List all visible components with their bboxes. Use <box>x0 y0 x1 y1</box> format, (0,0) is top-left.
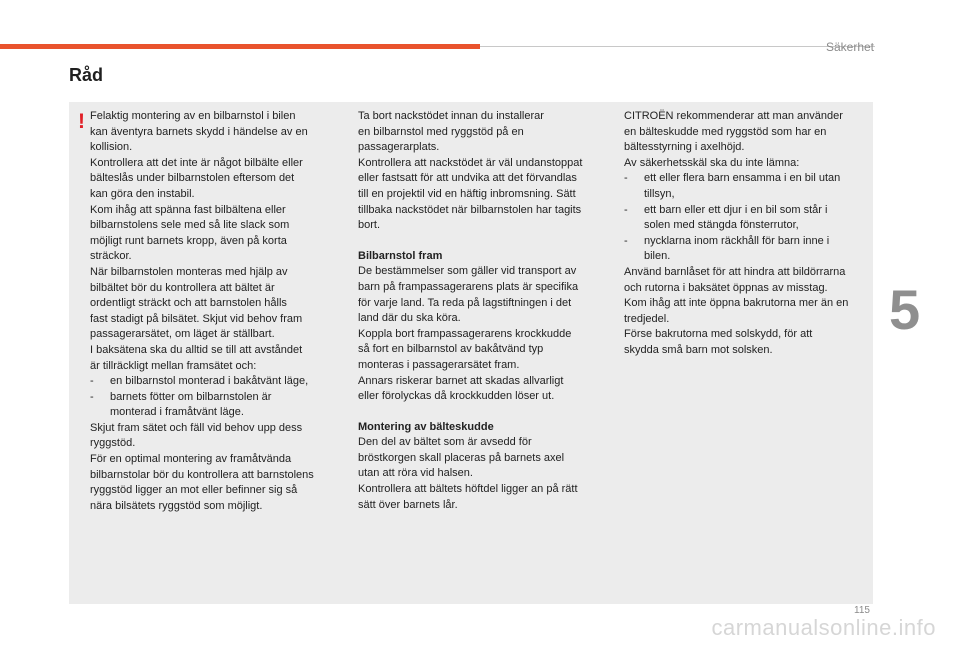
list-item <box>90 374 340 390</box>
text-line: Felaktig montering av en bilbarnstol i bilen <box>90 110 296 122</box>
column-3-list <box>624 171 876 265</box>
list-item <box>624 234 876 265</box>
list-item-text: nycklarna inom räckhåll för barn inne i <box>644 234 830 247</box>
text-line: bort. <box>358 219 381 232</box>
column-1-list <box>90 374 340 421</box>
text-line: CITROËN rekommenderar att man använder <box>624 110 843 122</box>
text-line: Av säkerhetsskäl ska du inte lämna: <box>624 156 800 169</box>
text-line: Kontrollera att nackstödet är väl undanstoppat <box>358 156 583 169</box>
text-line: Använd barnlåset för att hindra att bildörrarna <box>624 265 846 278</box>
list-item-text: solen med stängda fönsterrutor, <box>644 219 799 232</box>
text-line: nära bilsätets ryggstöd som möjligt. <box>90 499 263 512</box>
header-rule <box>480 46 875 47</box>
text-line: bälteslås under bilbarnstolen eftersom det <box>90 172 295 185</box>
text-line: så fort en bilbarnstol av bakåtvänd typ <box>358 343 544 356</box>
text-line: Den del av bältet som är avsedd för <box>358 436 532 449</box>
text-line: kan göra den instabil. <box>90 187 195 200</box>
text-line: ryggstöd ligger an mot eller befinner sig så <box>90 484 298 497</box>
text-line: bilbältet bör du kontrollera att bältet är <box>90 281 275 294</box>
text-line: kollision. <box>90 141 133 154</box>
section-heading-booster: Montering av bälteskudde <box>358 420 494 433</box>
text-line: Förse bakrutorna med solskydd, för att <box>624 328 813 341</box>
text-line: sträckor. <box>90 250 132 263</box>
text-line: I baksätena ska du alltid se till att avståndet <box>90 343 303 356</box>
warning-icon: ! <box>78 110 85 133</box>
chapter-number: 5 <box>889 278 921 341</box>
dash-marker: - <box>90 375 94 388</box>
text-line: land där du ska köra. <box>358 312 461 325</box>
column-1 <box>90 109 340 514</box>
text-line: för varje land. Ta reda på lagstiftningen i det <box>358 296 572 309</box>
text-line: Kom ihåg att inte öppna bakrutorna mer än en <box>624 297 849 310</box>
dash-marker: - <box>90 390 94 403</box>
column-1-text <box>90 109 340 374</box>
dash-marker: - <box>624 234 628 247</box>
text-line: är tillräckligt mellan framsätet och: <box>90 359 257 372</box>
text-line: bilbarnstolar bör du kontrollera att barnstolens <box>90 468 314 481</box>
text-line: För en optimal montering av framåtvända <box>90 453 292 466</box>
text-line: sätt över barnets lår. <box>358 498 458 511</box>
list-item-text: monterad i framåtvänt läge. <box>110 406 244 419</box>
text-line: ryggstöd. <box>90 437 136 450</box>
text-line: Kontrollera att bältets höftdel ligger an på rätt <box>358 483 578 496</box>
text-line: Annars riskerar barnet att skadas allvarligt <box>358 374 564 387</box>
list-item <box>624 171 876 202</box>
text-line: eller förolyckas då krockkudden löser ut. <box>358 390 555 403</box>
column-3-tail-text <box>624 265 876 359</box>
text-line: tredjedel. <box>624 312 670 325</box>
text-line: passagerarplats. <box>358 141 440 154</box>
text-line: fast stadigt på bilsätet. Skjut vid behov fram <box>90 312 303 325</box>
text-line: barn på frampassagerarens plats är specifika <box>358 280 579 293</box>
text-line: kan äventyra barnets skydd i händelse av en <box>90 125 308 138</box>
text-line: Ta bort nackstödet innan du installerar <box>358 110 544 122</box>
list-item-text: bilen. <box>644 250 671 263</box>
text-line: tillbaka nackstödet när bilbarnstolen har tagits <box>358 203 582 216</box>
list-item-text: tillsyn, <box>644 187 675 200</box>
text-line: bältesstyrning i axelhöjd. <box>624 141 745 154</box>
column-3 <box>624 109 876 359</box>
page-number: 115 <box>854 605 870 616</box>
column-3-intro-text <box>624 109 876 171</box>
text-line: skydda små barn mot solsken. <box>624 343 773 356</box>
text-line: ordentligt sträckt och att barnstolen hålls <box>90 297 287 310</box>
column-1-tail-text <box>90 421 340 515</box>
text-line: eller fastsatt för att undvika att det förvandlas <box>358 172 577 185</box>
section-heading-front-seat: Bilbarnstol fram <box>358 249 443 262</box>
text-line: Koppla bort frampassagerarens krockkudde <box>358 327 572 340</box>
text-line: bröstkorgen skall placeras på barnets axel <box>358 451 565 464</box>
watermark: carmanualsonline.info <box>711 615 936 640</box>
text-line: monteras i passagerarsätet fram. <box>358 358 520 371</box>
front-seat-text <box>358 264 610 404</box>
section-name: Säkerhet <box>825 40 874 54</box>
column-2 <box>358 109 610 513</box>
list-item-text: en bilbarnstol monterad i bakåtvänt läge, <box>110 375 309 388</box>
list-item-text: barnets fötter om bilbarnstolen är <box>110 390 272 403</box>
text-line: När bilbarnstolen monteras med hjälp av <box>90 265 288 278</box>
text-line: och rutorna i baksätet öppnas av misstag. <box>624 281 828 294</box>
dash-marker: - <box>624 203 628 216</box>
text-line: möjligt runt barnets kropp, även på korta <box>90 234 287 247</box>
header-accent-bar <box>0 44 480 49</box>
dash-marker: - <box>624 172 628 185</box>
list-item-text: ett eller flera barn ensamma i en bil utan <box>644 172 841 185</box>
booster-text <box>358 435 610 513</box>
list-item-text: ett barn eller ett djur i en bil som står i <box>644 203 828 216</box>
text-line: De bestämmelser som gäller vid transport av <box>358 265 577 278</box>
text-line: Kontrollera att det inte är något bilbälte eller <box>90 156 303 169</box>
text-line: bilbarnstolens sele med så lite slack som <box>90 219 290 232</box>
text-line: passagerarsätet, om läget är ställbart. <box>90 328 275 341</box>
text-line: utan att röra vid halsen. <box>358 467 473 480</box>
text-line: en bilbarnstol med ryggstöd på en <box>358 125 524 138</box>
page-title: Råd <box>69 65 104 85</box>
list-item <box>624 203 876 234</box>
text-line: till en projektil vid en häftig inbromsning. Sätt <box>358 187 576 200</box>
text-line: Kom ihåg att spänna fast bilbältena eller <box>90 203 286 216</box>
column-2-intro-text <box>358 109 610 234</box>
text-line: en bälteskudde med ryggstöd som har en <box>624 125 827 138</box>
text-line: Skjut fram sätet och fäll vid behov upp dess <box>90 421 303 434</box>
list-item <box>90 390 340 421</box>
